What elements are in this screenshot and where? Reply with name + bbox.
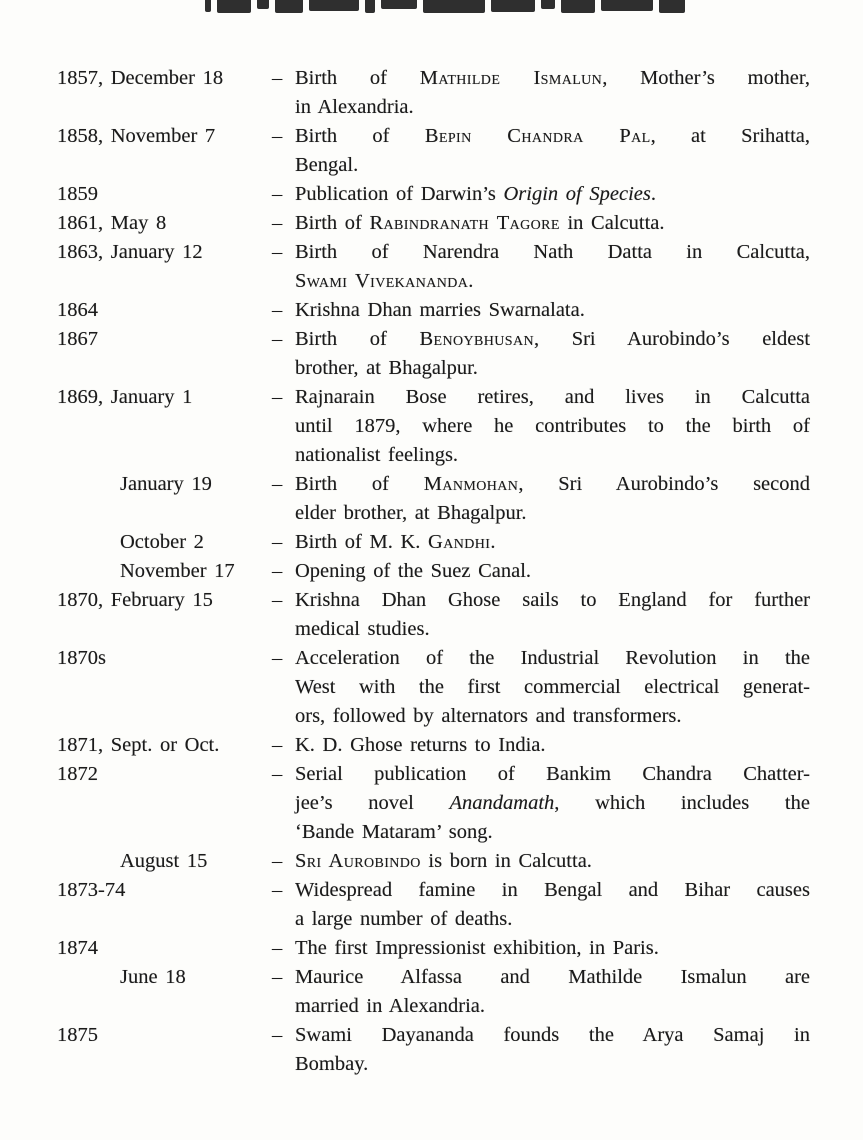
- text-segment: Acceleration of the Industrial Revolution in the: [295, 647, 810, 669]
- text-segment: Serial publication of Bankim Chandra Chatter-: [295, 763, 810, 785]
- entry-date: 1867: [57, 328, 98, 350]
- chronology-row: [57, 296, 810, 325]
- text-segment: Krishna Dhan Ghose sails to England for further: [295, 589, 810, 611]
- description-line: [295, 818, 810, 847]
- entry-description: [272, 325, 810, 383]
- text-segment: until 1879, where he contributes to the birth of: [295, 415, 810, 437]
- chronology-row: [57, 64, 810, 122]
- text-segment: Anandamath: [449, 792, 555, 814]
- text-segment: in Alexandria.: [295, 96, 414, 118]
- entry-dash: –: [272, 560, 283, 582]
- entry-date: 1874: [57, 937, 98, 959]
- entry-date: October 2: [120, 531, 204, 553]
- entry-description: [272, 934, 810, 963]
- entry-date: 1871, Sept. or Oct.: [57, 734, 220, 756]
- description-line: [295, 702, 810, 731]
- text-segment: .: [468, 270, 474, 292]
- chronology-list: [57, 64, 810, 1079]
- text-segment: Mathilde Ismalun: [419, 67, 603, 89]
- entry-dash: –: [272, 937, 283, 959]
- text-segment: , Sri Aurobindo’s eldest: [533, 328, 811, 350]
- description-line: [295, 731, 810, 760]
- description-line: [295, 615, 810, 644]
- description-line: [295, 847, 810, 876]
- description-line: [295, 963, 810, 992]
- chronology-row: [57, 876, 810, 934]
- description-line: [295, 934, 810, 963]
- entry-dash: –: [272, 67, 283, 89]
- text-segment: Birth of M. K.: [295, 531, 428, 553]
- description-line: [295, 789, 810, 818]
- entry-dash: –: [272, 647, 283, 669]
- text-segment: Bepin Chandra Pal: [424, 125, 651, 147]
- entry-description: [272, 963, 810, 1021]
- description-line: [295, 354, 810, 383]
- entry-date: 1873-74: [57, 879, 126, 901]
- text-segment: .: [490, 531, 496, 553]
- entry-description: [272, 557, 810, 586]
- text-segment: medical studies.: [295, 618, 430, 640]
- entry-dash: –: [272, 763, 283, 785]
- entry-date: 1863, January 12: [57, 241, 203, 263]
- text-segment: ors, followed by alternators and transformers.: [295, 705, 682, 727]
- description-line: [295, 499, 810, 528]
- text-segment: Rabindranath Tagore: [369, 212, 560, 234]
- entry-dash: –: [272, 386, 283, 408]
- entry-date: 1859: [57, 183, 98, 205]
- text-segment: Birth of: [295, 328, 420, 350]
- text-segment: Birth of: [295, 67, 420, 89]
- text-segment: West with the first commercial electrical generat-: [295, 676, 810, 698]
- chronology-row: [57, 528, 810, 557]
- entry-dash: –: [272, 183, 283, 205]
- description-line: [295, 470, 810, 499]
- description-line: [295, 325, 810, 354]
- chronology-row: [57, 325, 810, 383]
- entry-date: August 15: [120, 850, 208, 872]
- cropped-header-remnant: [205, 0, 685, 14]
- text-segment: , which includes the: [554, 792, 810, 814]
- chronology-row: [57, 180, 810, 209]
- description-line: [295, 1021, 810, 1050]
- entry-dash: –: [272, 531, 283, 553]
- text-segment: Swami Dayananda founds the Arya Samaj in: [295, 1024, 810, 1046]
- text-segment: Origin of Species: [503, 183, 651, 205]
- text-segment: ‘Bande Mataram’ song.: [295, 821, 493, 843]
- text-segment: jee’s novel: [295, 792, 450, 814]
- text-segment: in Calcutta.: [559, 212, 665, 234]
- text-segment: Birth of: [295, 212, 370, 234]
- text-segment: , Mother’s mother,: [602, 67, 810, 89]
- entry-date: 1864: [57, 299, 98, 321]
- description-line: [295, 238, 810, 267]
- description-line: [295, 93, 810, 122]
- entry-date: 1870s: [57, 647, 106, 669]
- description-line: [295, 760, 810, 789]
- text-segment: , at Srihatta,: [650, 125, 810, 147]
- chronology-row: [57, 238, 810, 296]
- entry-description: [272, 586, 810, 644]
- text-segment: brother, at Bhagalpur.: [295, 357, 478, 379]
- text-segment: , Sri Aurobindo’s second: [518, 473, 811, 495]
- entry-description: [272, 383, 810, 470]
- chronology-row: [57, 122, 810, 180]
- text-segment: a large number of deaths.: [295, 908, 513, 930]
- description-line: [295, 412, 810, 441]
- entry-description: [272, 644, 810, 731]
- chronology-row: [57, 209, 810, 238]
- chronology-row: [57, 731, 810, 760]
- text-segment: Sri Aurobindo: [295, 850, 421, 872]
- entry-date: 1869, January 1: [57, 386, 193, 408]
- entry-date: June 18: [120, 966, 186, 988]
- entry-date: 1857, December 18: [57, 67, 224, 89]
- description-line: [295, 441, 810, 470]
- entry-description: [272, 731, 810, 760]
- entry-description: [272, 238, 810, 296]
- text-segment: K. D. Ghose returns to India.: [295, 734, 546, 756]
- entry-description: [272, 209, 810, 238]
- description-line: [295, 151, 810, 180]
- entry-date: January 19: [120, 473, 212, 495]
- text-segment: Birth of: [295, 125, 425, 147]
- text-segment: Opening of the Suez Canal.: [295, 560, 532, 582]
- description-line: [295, 586, 810, 615]
- entry-dash: –: [272, 879, 283, 901]
- chronology-row: [57, 847, 810, 876]
- description-line: [295, 64, 810, 93]
- text-segment: is born in Calcutta.: [420, 850, 592, 872]
- description-line: [295, 673, 810, 702]
- text-segment: Krishna Dhan marries Swarnalata.: [295, 299, 585, 321]
- entry-dash: –: [272, 328, 283, 350]
- entry-description: [272, 470, 810, 528]
- entry-description: [272, 528, 810, 557]
- text-segment: Birth of Narendra Nath Datta in Calcutta,: [295, 241, 810, 263]
- entry-dash: –: [272, 734, 283, 756]
- entry-dash: –: [272, 473, 283, 495]
- description-line: [295, 267, 810, 296]
- text-segment: The first Impressionist exhibition, in Paris.: [295, 937, 659, 959]
- description-line: [295, 209, 810, 238]
- text-segment: Manmohan: [423, 473, 519, 495]
- entry-date: 1872: [57, 763, 98, 785]
- entry-dash: –: [272, 850, 283, 872]
- text-segment: Bengal.: [295, 154, 359, 176]
- entry-dash: –: [272, 299, 283, 321]
- chronology-row: [57, 934, 810, 963]
- text-segment: Maurice Alfassa and Mathilde Ismalun are: [295, 966, 810, 988]
- description-line: [295, 557, 810, 586]
- description-line: [295, 1050, 810, 1079]
- entry-date: 1861, May 8: [57, 212, 167, 234]
- text-segment: Birth of: [295, 473, 424, 495]
- entry-description: [272, 122, 810, 180]
- entry-description: [272, 1021, 810, 1079]
- description-line: [295, 528, 810, 557]
- entry-description: [272, 180, 810, 209]
- text-segment: nationalist feelings.: [295, 444, 459, 466]
- entry-description: [272, 296, 810, 325]
- text-segment: .: [650, 183, 656, 205]
- entry-dash: –: [272, 212, 283, 234]
- entry-dash: –: [272, 125, 283, 147]
- description-line: [295, 992, 810, 1021]
- entry-description: [272, 760, 810, 847]
- chronology-row: [57, 470, 810, 528]
- chronology-row: [57, 644, 810, 731]
- description-line: [295, 383, 810, 412]
- entry-dash: –: [272, 589, 283, 611]
- entry-dash: –: [272, 241, 283, 263]
- text-segment: Swami Vivekananda: [295, 270, 469, 292]
- entry-date: 1870, February 15: [57, 589, 213, 611]
- chronology-row: [57, 760, 810, 847]
- description-line: [295, 644, 810, 673]
- text-segment: Bombay.: [295, 1053, 369, 1075]
- text-segment: Benoybhusan: [419, 328, 534, 350]
- chronology-row: [57, 963, 810, 1021]
- entry-description: [272, 847, 810, 876]
- description-line: [295, 876, 810, 905]
- chronology-row: [57, 557, 810, 586]
- text-segment: Rajnarain Bose retires, and lives in Calcutta: [295, 386, 810, 408]
- text-segment: Widespread famine in Bengal and Bihar causes: [295, 879, 810, 901]
- chronology-row: [57, 383, 810, 470]
- chronology-row: [57, 1021, 810, 1079]
- description-line: [295, 180, 810, 209]
- description-line: [295, 905, 810, 934]
- entry-date: 1875: [57, 1024, 98, 1046]
- entry-description: [272, 876, 810, 934]
- entry-dash: –: [272, 1024, 283, 1046]
- text-segment: elder brother, at Bhagalpur.: [295, 502, 527, 524]
- text-segment: married in Alexandria.: [295, 995, 486, 1017]
- description-line: [295, 122, 810, 151]
- entry-dash: –: [272, 966, 283, 988]
- entry-date: November 17: [120, 560, 235, 582]
- text-segment: Publication of Darwin’s: [295, 183, 504, 205]
- entry-description: [272, 64, 810, 122]
- entry-date: 1858, November 7: [57, 125, 216, 147]
- chronology-row: [57, 586, 810, 644]
- text-segment: Gandhi: [428, 531, 491, 553]
- description-line: [295, 296, 810, 325]
